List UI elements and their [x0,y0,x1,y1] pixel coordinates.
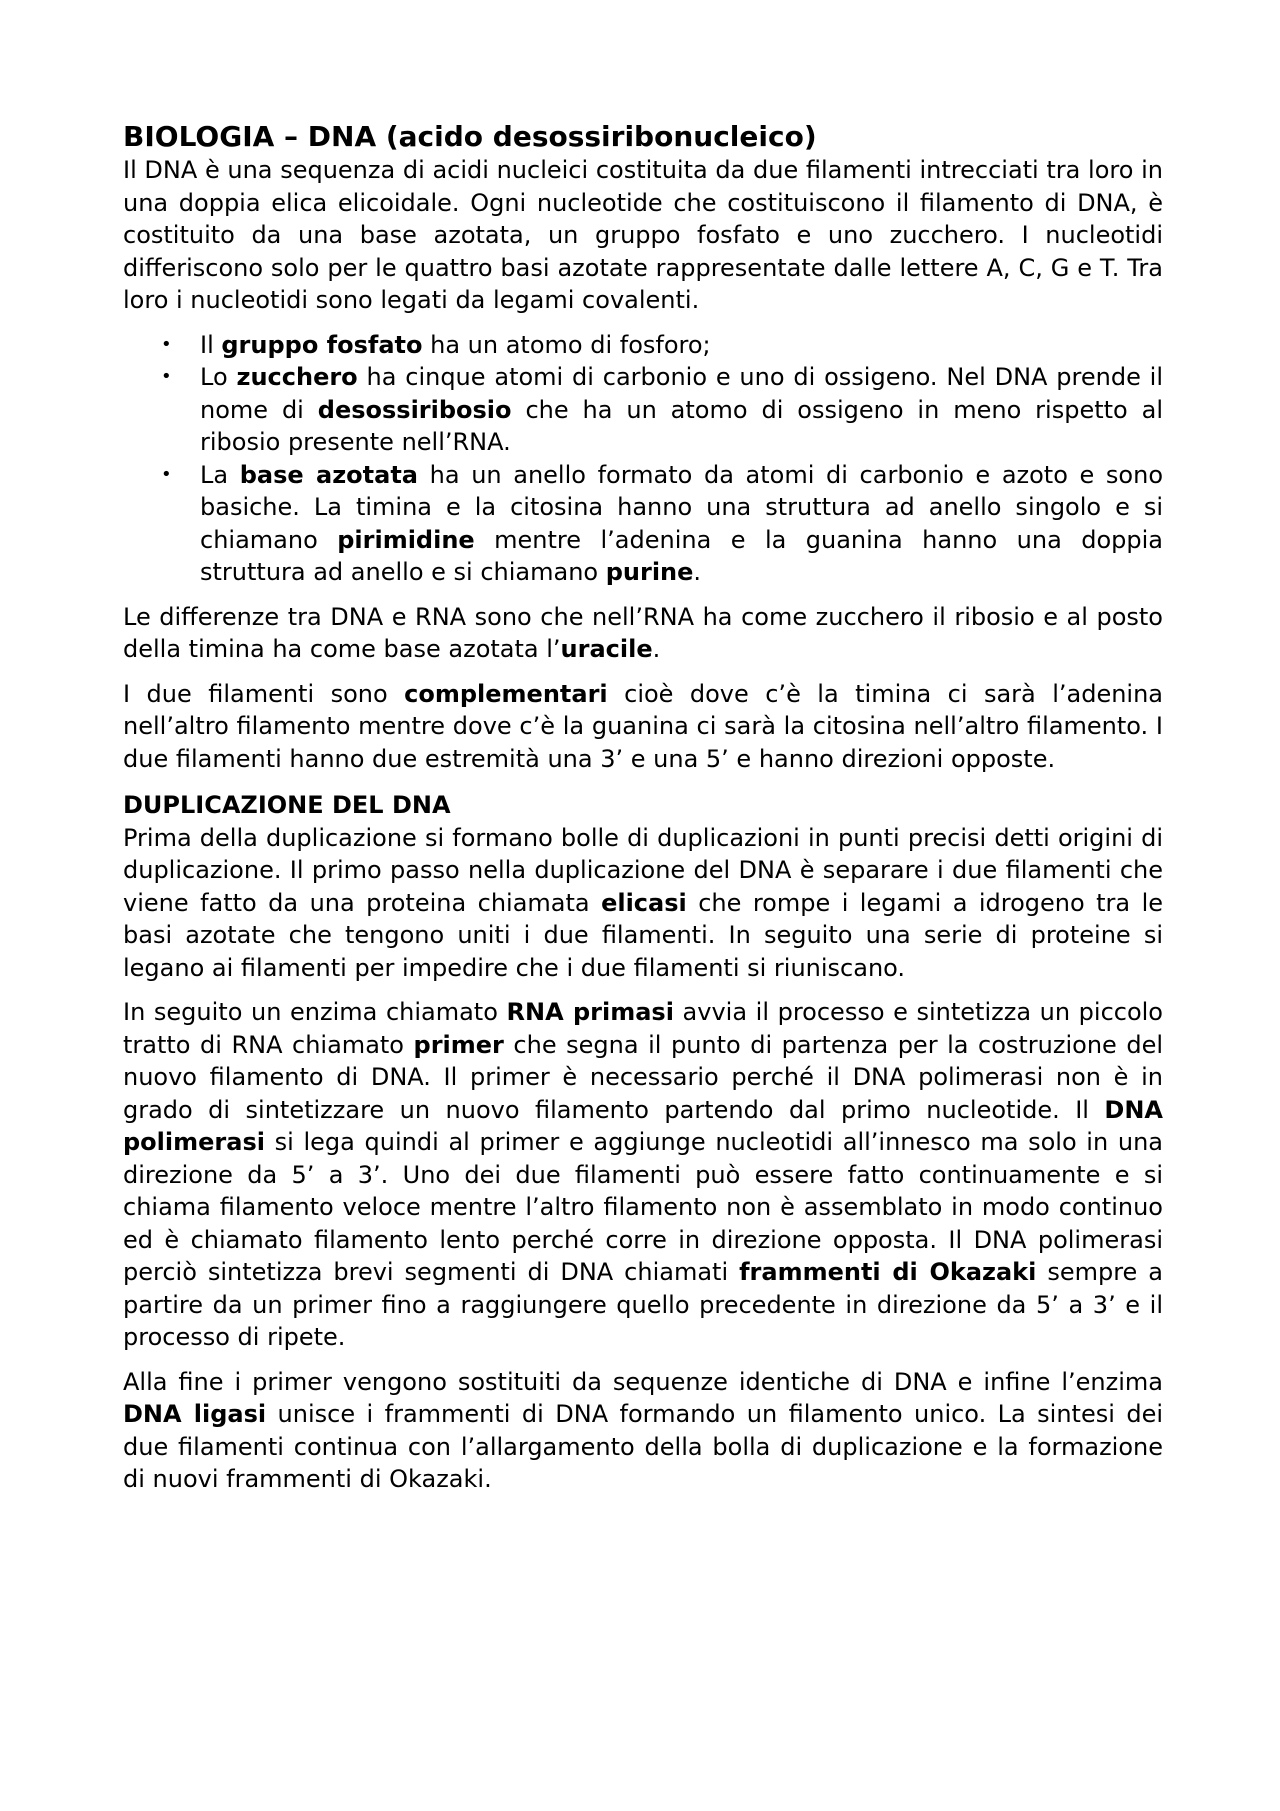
term-dna-polimerasi: DNA polimerasi [123,1095,1163,1156]
document-page [123,120,1163,1508]
bullet-icon: • [161,463,172,485]
section-title-duplicazione: DUPLICAZIONE DEL DNA [123,791,451,819]
duplicazione-paragraph-2: In seguito un enzima chiamato RNA primasi avvia il processo e sintetizza un piccolo tratto di RNA chiamato primer che segna il punto di partenza per la costruzione del nuovo filamento di DNA. Il primer è necessario perché il DNA polimerasi non è in grado di sintetizzare un nuovo filamento partendo dal primo nucleotide. Il DNA polimerasi si lega quindi al primer e aggiunge nucleotidi all’innesco ma solo in una direzione da 5’ a 3’. Uno dei due filamenti può essere fatto continuamente e si chiama filamento veloce mentre l’altro filamento non è assemblato in modo continuo ed è chiamato filamento lento perché corre in direzione opposta. Il DNA polimerasi perciò sintetizza brevi segmenti di DNA chiamati frammenti di Okazaki sempre a partire da un primer fino a raggiungere quello precedente in direzione da 5’ a 3’ e il processo di ripete. [123,998,1164,1351]
term-base-azotata: base azotata [239,460,419,489]
duplicazione-paragraph-1: Prima della duplicazione si formano bolle di duplicazioni in punti precisi detti origini di duplicazione. Il primo passo nella duplicazione del DNA è separare i due filamenti che viene fatto da una proteina chiamata elicasi che rompe i legami a idrogeno tra le basi azotate che tengono uniti i due filamenti. In seguito una serie di proteine si legano ai filamenti per impedire che i due filamenti si riuniscano. [123,823,1163,982]
term-uracile: uracile [560,635,653,663]
term-zucchero: zucchero [236,363,358,391]
document-title: BIOLOGIA – DNA (acido desossiribonucleico) [123,120,817,153]
term-elicasi: elicasi [601,888,687,917]
term-gruppo-fosfato: gruppo fosfato [221,330,423,359]
list-item-gruppo-fosfato: • Il gruppo fosfato ha un atomo di fosforo; [200,329,1163,362]
duplicazione-paragraph-3: Alla fine i primer vengono sostituiti da sequenze identiche di DNA e infine l’enzima DNA ligasi unisce i frammenti di DNA formando un filamento unico. La sintesi dei due filamenti continua con l’allargamento della bolla di duplicazione e la formazione di nuovi frammenti di Okazaki. [123,1367,1163,1493]
term-rna-primasi: RNA primasi [506,998,674,1026]
term-desossiribosio: desossiribosio [317,395,512,424]
list-item-zucchero: • Lo zucchero ha cinque atomi di carbonio e uno di ossigeno. Nel DNA prende il nome di desossiribosio che ha un atomo di ossigeno in meno rispetto al ribosio presente nell’RNA. [161,363,1163,456]
intro-paragraph: Il DNA è una sequenza di acidi nucleici costituita da due filamenti intrecciati tra loro in una doppia elica elicoidale. Ogni nucleotide che costituiscono il filamento di DNA, è costituito da una base azotata, un gruppo fosfato e uno zucchero. I nucleotidi differiscono solo per le quattro basi azotate rappresentate dalle lettere A, C, G e T. Tra loro i nucleotidi sono legati da legami covalenti. [123,156,1163,314]
term-pirimidine: pirimidine [337,525,475,554]
term-frammenti-di-okazaki: frammenti di Okazaki [739,1258,1037,1286]
differenze-paragraph: Le differenze tra DNA e RNA sono che nell’RNA ha come zucchero il ribosio e al posto della timina ha come base azotata l’uracile. [123,602,1163,663]
term-dna-ligasi: DNA ligasi [123,1400,267,1428]
term-complementari: complementari [404,679,608,708]
term-purine: purine [605,558,694,586]
bullet-icon: • [161,366,172,387]
list-item-base-azotata: • La base azotata ha un anello formato da atomi di carbonio e azoto e sono basiche. La timina e la citosina hanno una struttura ad anello singolo e si chiamano pirimidine mentre l’adenina e la guanina hanno una doppia struttura ad anello e si chiamano purine. [161,460,1164,586]
nucleotide-components-list [123,329,1163,589]
complementari-paragraph: I due filamenti sono complementari cioè dove c’è la timina ci sarà l’adenina nell’altro filamento mentre dove c’è la guanina ci sarà la citosina nell’altro filamento. I due filamenti hanno due estremità una 3’ e una 5’ e hanno direzioni opposte. [123,679,1163,773]
bullet-icon: • [161,333,172,355]
term-primer: primer [413,1030,504,1059]
